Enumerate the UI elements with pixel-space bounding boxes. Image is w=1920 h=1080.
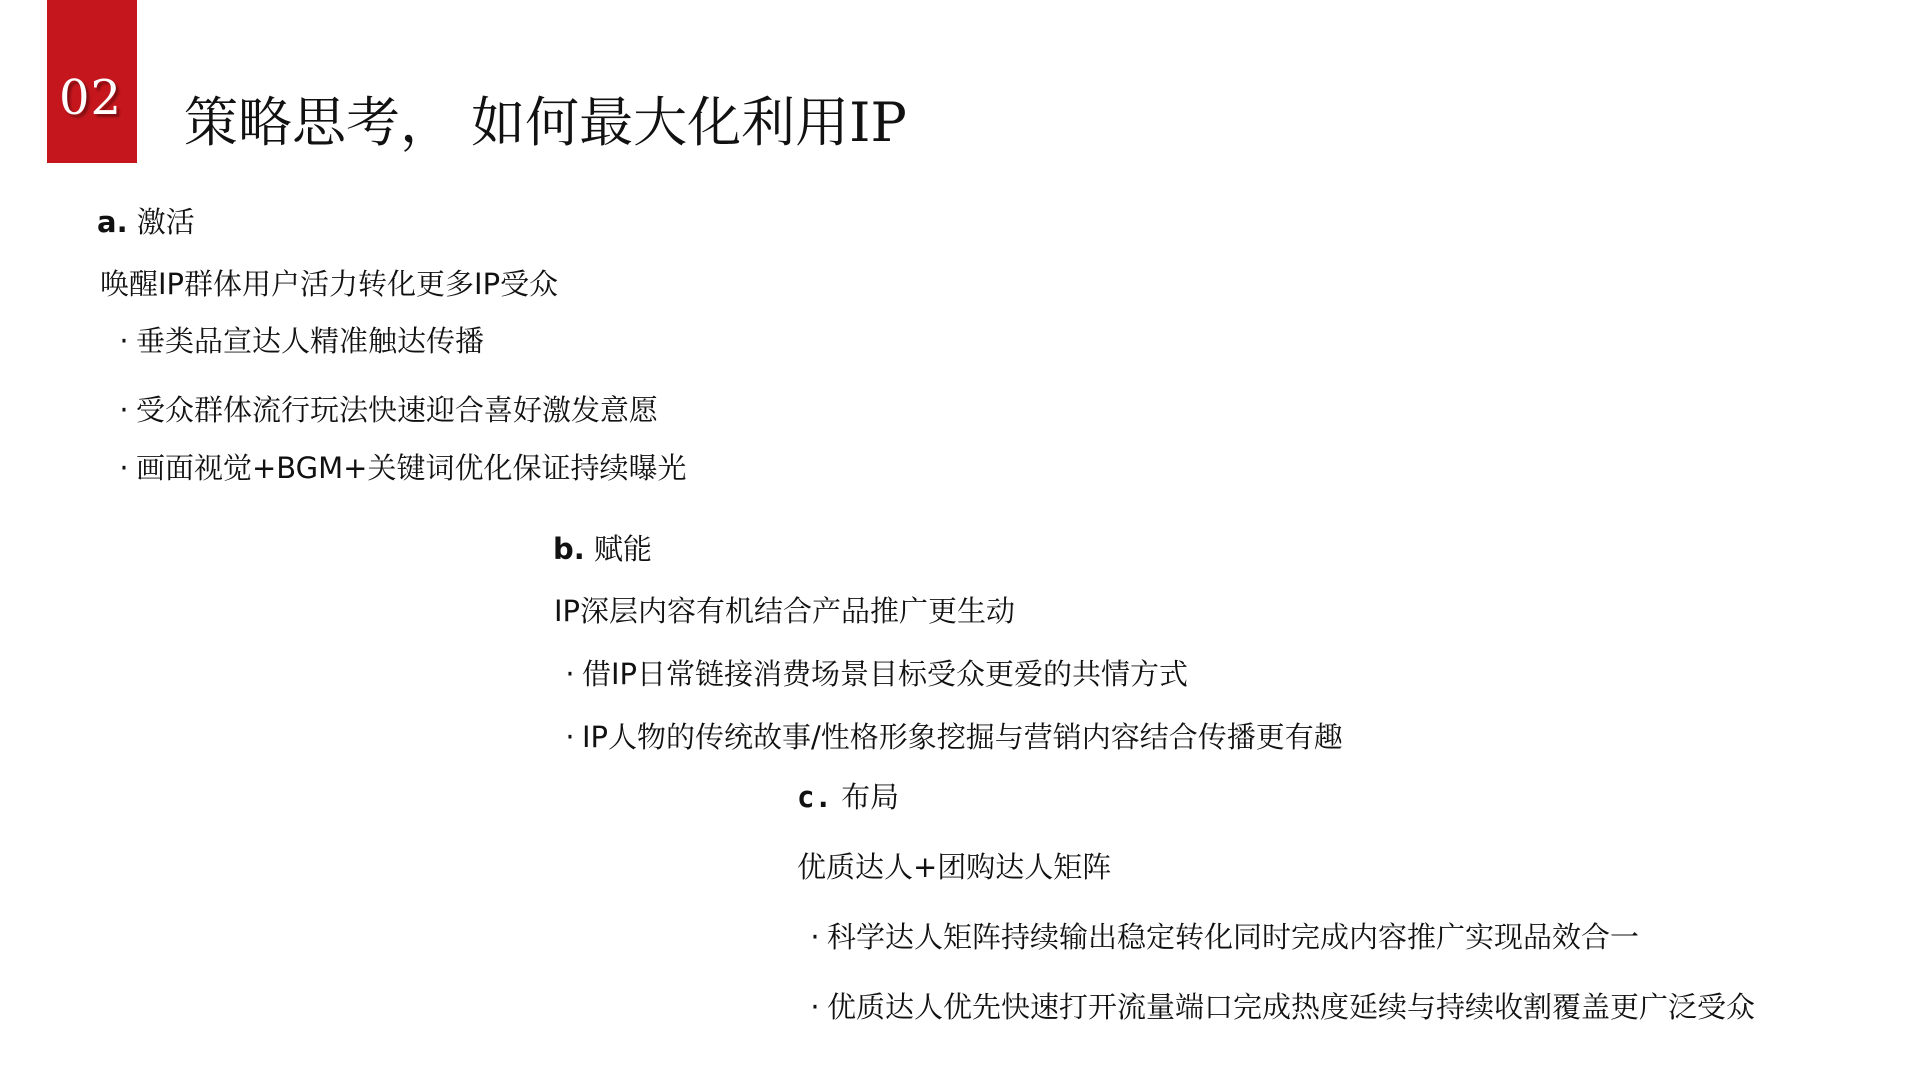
bullet-item (112, 319, 484, 360)
bullet-text: 垂类品宣达人精准触达传播 (136, 324, 485, 358)
bullet-dot: · (810, 990, 820, 1024)
bullet-text: 受众群体流行玩法快速迎合喜好激发意愿 (136, 393, 659, 427)
section-number-badge (47, 0, 137, 163)
bullet-text: IP人物的传统故事/性格形象挖掘与营销内容结合传播更有趣 (582, 720, 1343, 754)
bullet-item (803, 915, 1639, 956)
bullet-item (558, 652, 1188, 693)
section-subtitle: IP深层内容有机结合产品推广更生动 (554, 594, 1016, 628)
section-letter: b. (553, 532, 585, 566)
bullet-item (803, 985, 1755, 1026)
section-letter: a. (97, 205, 128, 239)
section-heading-text: 布局 (831, 780, 900, 814)
slide-title: 策略思考， 如何最大化利用IP (184, 91, 907, 154)
section-letter: c. (797, 780, 832, 814)
section-heading (97, 200, 195, 241)
bullet-dot: · (565, 657, 575, 691)
bullet-text: 科学达人矩阵持续输出稳定转化同时完成内容推广实现品效合一 (827, 920, 1640, 954)
bullet-item (112, 388, 658, 429)
bullet-dot: · (119, 451, 129, 485)
bullet-dot: · (565, 720, 575, 754)
bullet-item (558, 715, 1343, 756)
bullet-text: 优质达人优先快速打开流量端口完成热度延续与持续收割覆盖更广泛受众 (827, 990, 1756, 1024)
section-heading (797, 775, 899, 816)
bullet-dot: · (119, 324, 129, 358)
bullet-dot: · (810, 920, 820, 954)
bullet-text: 画面视觉+BGM+关键词优化保证持续曝光 (136, 451, 687, 485)
bullet-text: 借IP日常链接消费场景目标受众更爱的共情方式 (582, 657, 1189, 691)
section-heading (553, 527, 652, 568)
section-number: 02 (59, 70, 123, 126)
bullet-item (112, 446, 686, 487)
section-heading-text: 激活 (127, 205, 195, 239)
section-subtitle: 唤醒IP群体用户活力转化更多IP受众 (100, 267, 559, 301)
section-heading-text: 赋能 (584, 532, 652, 566)
bullet-dot: · (119, 393, 129, 427)
section-subtitle: 优质达人+团购达人矩阵 (797, 850, 1112, 884)
